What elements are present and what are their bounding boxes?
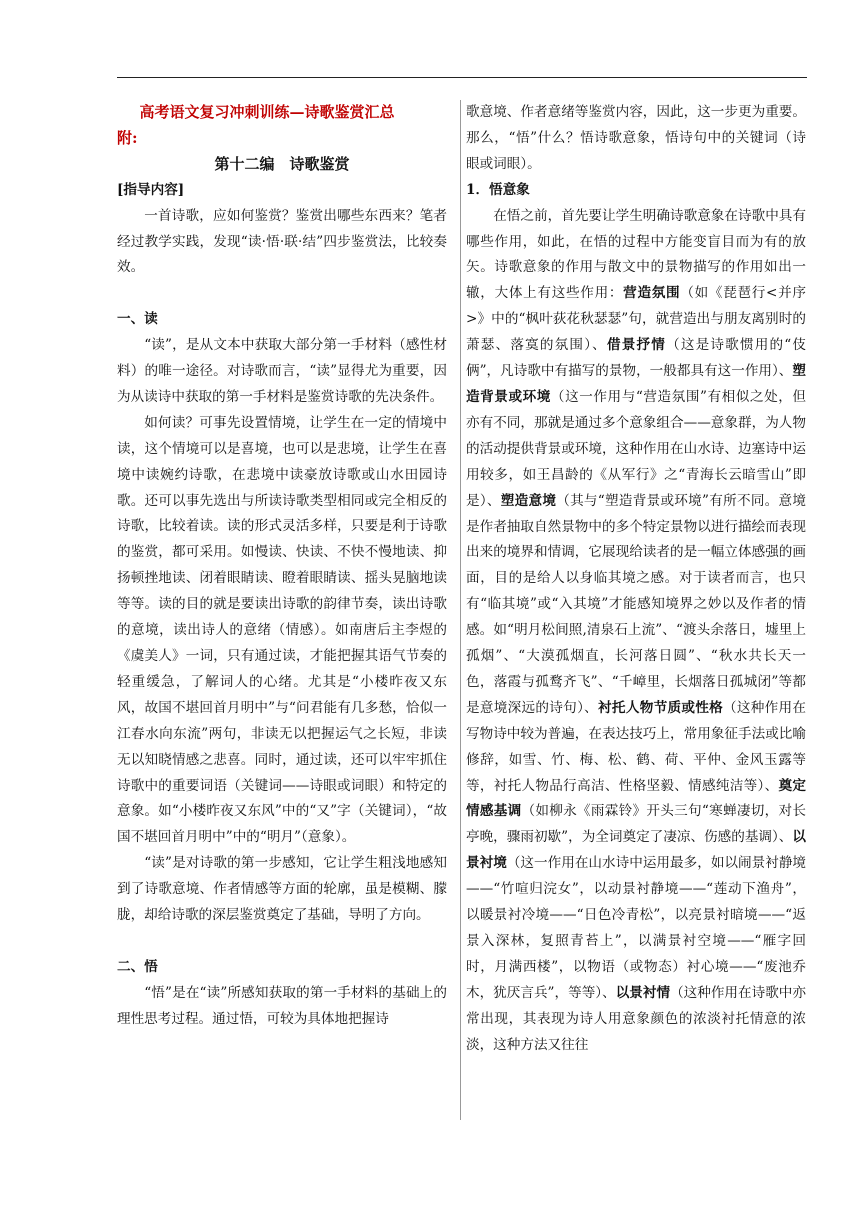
bold-term: 以景衬情 [615,984,671,1001]
header-rule [117,77,807,78]
text-run: （如柳永《雨霖铃》开头三句“寒蝉凄切，对长亭晚，骤雨初歇”，为全词奠定了凄凉、伤感的基调）、 [466,803,807,846]
bold-term: 以景衬境 [466,829,806,872]
bold-term: 塑造意境 [500,492,557,509]
text-run: （如《琵琶行<并序>》中的“枫叶荻花秋瑟瑟”句，就营造出与朋友离别时的萧瑟、落寞的氛围）、 [466,285,807,354]
spacer [117,929,447,955]
bold-term: 衬托人物节质或性格 [598,699,723,716]
text-run: （这种作用在诗歌中亦常出现，其表现为诗人用意象颜色的浓淡衬托情意的浓淡，这种方法又往往 [466,984,806,1053]
read-paragraph-3: “读”是对诗歌的第一步感知，它让学生粗浅地感知到了诗歌意境、作者情感等方面的轮廓，虽是模糊、朦胧，却给诗歌的深层鉴赏奠定了基础，导明了方向。 [117,855,447,924]
left-column [117,100,447,1033]
text-run: （这一作用在山水诗中运用最多，如以闹景衬静境——“竹喧归浣女”，以动景衬静境——“莲动下渔舟”，以暖景衬冷境——“日色冷青松”，以亮景衬暗境——“返景入深林，复照青苔上”，以满景衬空境——“雁字回时，月满西楼”，以物语（或物态）衬心境——“废池乔木，犹厌言兵”，等等）、 [466,855,807,1001]
bold-term: 奠定情感基调 [466,777,807,820]
continued-paragraph: 歌意境、作者意绪等鉴赏内容，因此，这一步更为重要。那么，“悟”什么？悟诗歌意象，悟诗句中的关键词（诗眼或词眼）。 [466,104,806,172]
subsection-imagery-heading: 1．悟意象 [466,181,530,198]
column-divider [460,100,461,1120]
appendix-label: 附: [117,128,138,147]
chapter-heading: 第十二编 诗歌鉴赏 [214,154,350,173]
intro-paragraph: 一首诗歌，应如何鉴赏？鉴赏出哪些东西来？笔者经过教学实践，发现“读·悟·联·结”四步鉴赏法，比较奏效。 [117,207,447,276]
bold-term: 借景抒情 [606,337,667,354]
read-paragraph-2: 如何读？可事先设置情境，让学生在一定的情境中读，这个情境可以是喜境，也可以是悲境，让学生在喜境中读婉约诗歌，在悲境中读豪放诗歌或山水田园诗歌。还可以事先选出与所读诗歌类型相同或完全相反的诗歌，比较着读。读的形式灵活多样，只要是利于诗歌的鉴赏，都可采用。如慢读、快读、不快不慢地读、抑扬顿挫地读、闭着眼睛读、瞪着眼睛读、摇头晃脑地读等等。读的目的就是要读出诗歌的韵律节奏，读出诗歌的意境，读出诗人的意绪（情感）。如南唐后主李煜的《虞美人》一词，只有通过读，才能把握其语气节奏的轻重缓急，了解词人的心绪。尤其是“小楼昨夜又东风，故国不堪回首月明中”与“问君能有几多愁，恰似一江春水向东流”两句，非读无以把握运气之长短，非读无以知晓情感之悲喜。同时，通过读，还可以牢牢抓住诗歌中的重要词语（关键词——诗眼或词眼）和特定的意象。如“小楼昨夜又东风”中的“又”字（关键词），“故国不堪回首月明中”中的“明月”（意象）。 [117,414,447,846]
text-run: （其与“塑造背景或环境”有所不同。意境是作者抽取自然景物中的多个特定景物以进行描绘而表现出来的境界和情调，它展现给读者的是一幅立体感强的画面，目的是给人以身临其境之感。对于读者而言，也只有“临其境”或“入其境”才能感知境界之妙以及作者的情感。如“明月松间照,清泉石上流”、“渡头余落日，墟里上孤烟”、“大漠孤烟直，长河落日圆”、“秋水共长天一色，落霞与孤鹜齐飞”、“千嶂里，长烟落日孤城闭”等都是意境深远的诗句）、 [466,492,806,716]
read-paragraph-1: “读”，是从文本中获取大部分第一手材料（感性材料）的唯一途径。对诗歌而言，“读”显得尤为重要，因为从读诗中获取的第一手材料是鉴赏诗歌的先决条件。 [117,337,447,405]
imagery-paragraph [466,204,806,1059]
comprehend-paragraph-1: “悟”是在“读”所感知获取的第一手材料的基础上的理性思考过程。通过悟，可较为具体地把握诗 [117,984,447,1027]
bold-term: 营造氛围 [623,285,681,302]
text-run: （这一作用与“营造氛围”有相似之处，但亦有不同，那就是通过多个意象组合——意象群，为人物的活动提供背景或环境，这种作用在山水诗、边塞诗中运用较多，如王昌龄的《从军行》之“青海长云暗雪山”即是）、 [466,388,806,509]
bold-term: 塑造背景或环境 [466,363,806,405]
section-read-heading: 一、读 [117,311,158,328]
text-run: 在悟之前，首先要让学生明确诗歌意象在诗歌中具有哪些作用，如此，在悟的过程中方能变盲目而为有的放矢。诗歌意象的作用与散文中的景物描写的作用如出一辙，大体上有这些作用： [466,207,806,302]
spacer [117,281,447,307]
document-title: 高考语文复习冲刺训练—诗歌鉴赏汇总 [139,103,395,121]
right-column [466,100,806,1059]
text-run: （这种作用在写物诗中较为普遍，在表达技巧上，常用象征手法或比喻修辞，如雪、竹、梅、松、鹤、荷、平仲、金风玉露等等，衬托人物品行高洁、性格坚毅、情感纯洁等）、 [466,699,807,794]
text-run: （这是诗歌惯用的“伎俩”，凡诗歌中有描写的景物，一般都具有这一作用）、 [466,337,807,380]
guidance-heading: [指导内容] [117,181,185,198]
section-comprehend-heading: 二、悟 [117,958,158,975]
